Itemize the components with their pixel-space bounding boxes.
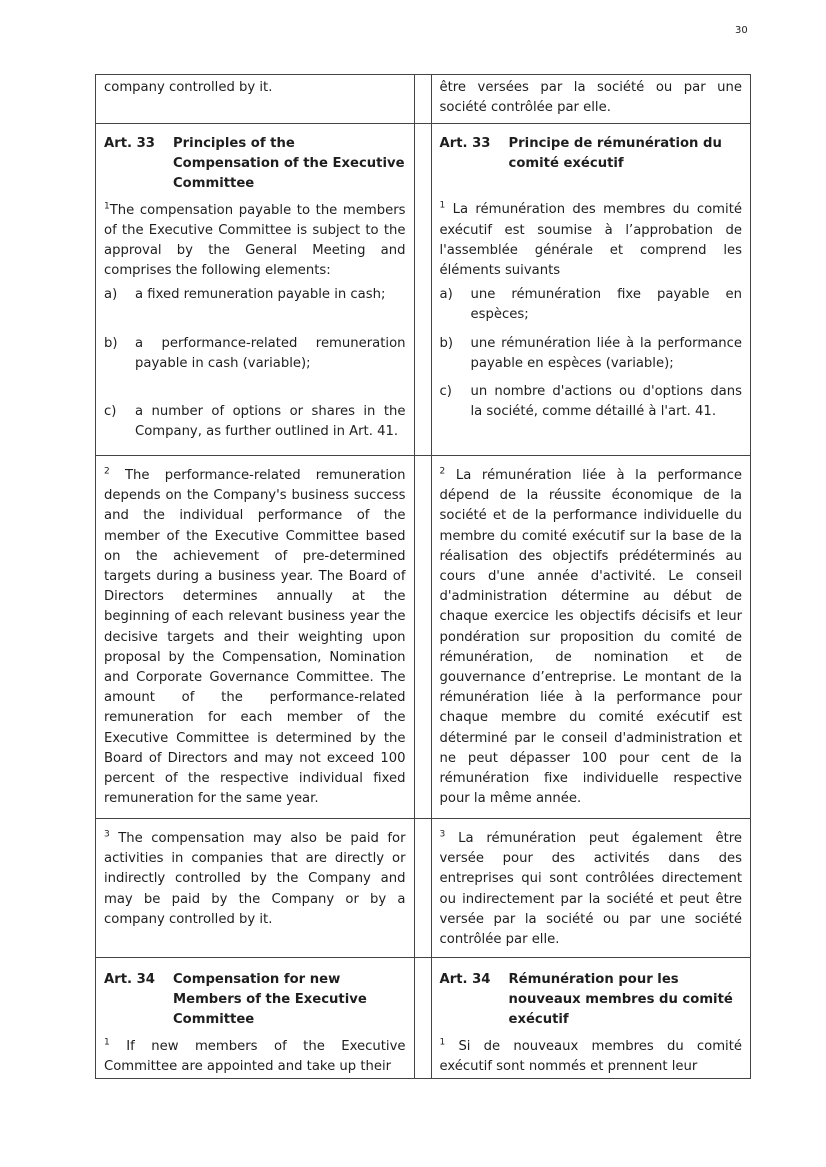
paragraph-text: If new members of the Executive Committee are appointed and take up their <box>104 1038 406 1074</box>
list-item-text: une rémunération liée à la performance payable en espèces (variable); <box>470 335 742 371</box>
paragraph-number: 3 <box>439 829 446 840</box>
list-marker: a) <box>439 287 453 303</box>
paragraph-text: The compensation payable to the members of the Executive Committee is subject to the approval by the General Meeting and comprises the following elements: <box>104 202 406 279</box>
column-gap <box>415 75 432 123</box>
list-item-text: a number of options or shares in the Company, as further outlined in Art. 41. <box>135 404 406 440</box>
table-row <box>95 456 751 819</box>
continuation-text-en: company controlled by it. <box>104 80 273 95</box>
english-column <box>95 456 415 818</box>
article-heading <box>104 134 406 195</box>
list-item-text: a fixed remuneration payable in cash; <box>135 287 386 303</box>
article-heading <box>440 970 743 1031</box>
french-column <box>432 75 752 123</box>
paragraph-number: 3 <box>104 829 110 840</box>
list-item <box>440 334 743 374</box>
column-gap <box>415 124 432 455</box>
list-item-text: un nombre d'actions ou d'options dans la société, comme détaillé à l'art. 41. <box>470 384 742 420</box>
paragraph-text: La rémunération liée à la performance dépend de la réussite économique de la société et de la performance individuelle du membre du comité exécutif sur la base de la réalisation des objectifs prédéterminés au cours d'une année d'activité. Le conseil d'administration détermine au début de chaque exercice les objectifs décisifs et leur pondération sur proposition du comité de rémunération, de nomination et de gouvernance d’entreprise. Le montant de la rémunération liée à la performance pour chaque membre du comité exécutif est déterminé par le conseil d'administration et ne peut dépasser 100 pour cent de la rémunération fixe individuelle respective pour la même année. <box>439 468 742 807</box>
list-marker: b) <box>104 335 118 351</box>
paragraph-text: The performance-related remuneration depends on the Company's business success and the individual performance of the member of the Executive Committee based on the achievement of pre-determined targets during a business year. The Board of Directors determines annually at the beginning of each relevant business year the decisive targets and their weighting upon proposal by the Compensation, Nomination and Corporate Governance Committee. The amount of the performance-related remuneration for each member of the Executive Committee is determined by the Board of Directors and may not exceed 100 percent of the respective individual fixed remuneration for the same year. <box>104 468 406 807</box>
paragraph <box>104 201 406 282</box>
table-row <box>95 74 751 124</box>
list-item-text: une rémunération fixe payable en espèces; <box>470 287 742 323</box>
list-item-text: a performance-related remuneration payable in cash (variable); <box>135 335 406 371</box>
column-gap <box>415 456 432 818</box>
paragraph-text: The compensation may also be paid for activities in companies that are directly or indirectly controlled by the Company and may be paid by the Company or by a company controlled by it. <box>104 831 406 927</box>
article-title: Principles of the Compensation of the Executive Committee <box>173 136 405 192</box>
paragraph-number: 2 <box>104 466 110 477</box>
list-marker: a) <box>104 287 118 303</box>
list-item <box>104 402 406 442</box>
paragraph-number: 1 <box>104 1037 110 1048</box>
article-heading <box>104 970 406 1031</box>
article-title: Rémunération pour les nouveaux membres du comité exécutif <box>508 972 733 1028</box>
list-item <box>440 285 743 325</box>
paragraph <box>440 1037 743 1077</box>
list-marker: c) <box>439 384 452 400</box>
french-column <box>432 958 752 1078</box>
article-number: Art. 33 <box>104 136 155 151</box>
list-item <box>440 382 743 422</box>
article-number: Art. 34 <box>439 972 491 987</box>
english-column <box>95 124 415 455</box>
list-marker: c) <box>104 404 117 420</box>
table-row <box>95 958 751 1079</box>
list-item <box>104 334 406 374</box>
column-gap <box>415 819 432 957</box>
paragraph-text: Si de nouveaux membres du comité exécutif sont nommés et prennent leur <box>439 1038 742 1074</box>
column-gap <box>415 958 432 1078</box>
article-number: Art. 33 <box>439 136 491 151</box>
bilingual-articles-table <box>95 74 751 1079</box>
french-column <box>432 124 752 455</box>
paragraph <box>440 200 743 281</box>
list-marker: b) <box>439 335 454 351</box>
paragraph <box>104 1037 406 1077</box>
english-column <box>95 819 415 957</box>
page-number: 30 <box>735 25 748 36</box>
english-column <box>95 958 415 1078</box>
paragraph-number: 1 <box>104 201 110 212</box>
article-title: Principe de rémunération du comité exécutif <box>508 136 722 172</box>
paragraph-number: 2 <box>439 466 446 477</box>
english-column <box>95 75 415 123</box>
table-row <box>95 819 751 958</box>
article-heading <box>440 134 743 174</box>
paragraph-text: La rémunération peut également être versée pour des activités dans des entreprises qui sont contrôlées directement ou indirectement par la société et peut être versée par la société ou par une société contrôlée par elle. <box>439 831 742 948</box>
article-title: Compensation for new Members of the Executive Committee <box>173 972 367 1028</box>
article-number: Art. 34 <box>104 972 155 987</box>
paragraph-text: La rémunération des membres du comité exécutif est soumise à l’approbation de l'assemblée générale et comprend les éléments suivants <box>439 202 742 279</box>
french-column <box>432 819 752 957</box>
table-row <box>95 124 751 456</box>
continuation-text-fr: être versées par la société ou par une société contrôlée par elle. <box>439 80 742 116</box>
paragraph-number: 1 <box>439 201 446 212</box>
list-item <box>104 285 406 305</box>
french-column <box>432 456 752 818</box>
paragraph-number: 1 <box>439 1037 446 1048</box>
